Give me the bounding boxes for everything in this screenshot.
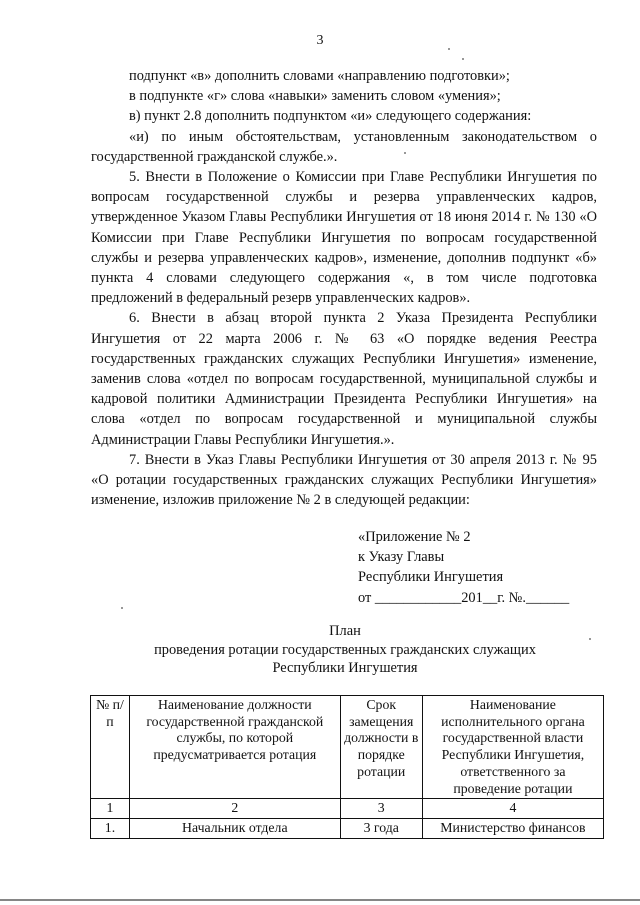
annex-line: Республики Ингушетия xyxy=(358,569,504,586)
scan-speck xyxy=(589,638,591,640)
scan-speck xyxy=(404,152,406,154)
scan-edge-line xyxy=(0,899,640,901)
paragraph: 6. Внести в абзац второй пункта 2 Указа Президента Республики Ингушетия от 22 марта 2006 г. № 63 «О порядке ведения Реестра государственных гражданских служащих Республики Ингушетия» изменение, заменив слова «отдел по вопросам государственной, муниципальной службы и кадровой политики Администрации Президента Республики Ингушетия» на слова «отдел по вопросам государственной и муниципальной службы Администрации Главы Республики Ингушетия.». xyxy=(91,310,597,448)
table-numbering-row xyxy=(91,799,604,819)
column-number: 3 xyxy=(340,799,422,819)
table-cell: Министерство финансов xyxy=(422,818,603,838)
table-cell: Начальник отдела xyxy=(129,818,340,838)
scan-speck xyxy=(121,607,123,609)
table-cell: 3 года xyxy=(340,818,422,838)
scan-speck xyxy=(462,58,464,60)
annex-header xyxy=(358,527,598,608)
table-header-row xyxy=(91,696,604,799)
paragraph: в) пункт 2.8 дополнить подпунктом «и» следующего содержания: xyxy=(129,108,532,125)
document-body xyxy=(91,66,597,510)
column-header: Срок замещения должности в порядке ротации xyxy=(340,696,422,799)
paragraph: подпункт «в» дополнить словами «направлению подготовки»; xyxy=(129,68,510,84)
column-number: 4 xyxy=(422,799,603,819)
table-cell: 1. xyxy=(91,818,130,838)
paragraph: 7. Внести в Указ Главы Республики Ингушетия от 30 апреля 2013 г. № 95 «О ротации государственных гражданских служащих Республики Ингушетия» изменение, изложив приложение № 2 в следующей редакции: xyxy=(91,451,597,509)
column-header: Наименование должности государственной гражданской службы, по которой предусматривается ротация xyxy=(129,696,340,799)
table-row xyxy=(91,818,604,838)
column-number: 2 xyxy=(129,799,340,819)
paragraph: «и) по иным обстоятельствам, установленным законодательством о государственной гражданской службе.». xyxy=(91,128,597,165)
plan-subtitle: Республики Ингушетия xyxy=(272,660,418,676)
column-number: 1 xyxy=(91,799,130,819)
column-header: № п/п xyxy=(91,696,130,799)
column-header: Наименование исполнительного органа государственной власти Республики Ингушетия, ответственного за проведение ротации xyxy=(422,696,603,799)
annex-line: «Приложение № 2 xyxy=(358,529,471,545)
annex-line: к Указу Главы xyxy=(358,549,445,566)
plan-heading xyxy=(110,622,580,678)
scan-speck xyxy=(448,48,450,50)
page-number: 3 xyxy=(316,33,324,48)
annex-line: от ____________201__г. №.______ xyxy=(358,589,570,606)
plan-title: План xyxy=(329,623,361,639)
paragraph: 5. Внести в Положение о Комиссии при Главе Республики Ингушетия по вопросам государственной службы и резерва управленческих кадров, утвержденное Указом Главы Республики Ингушетия от 18 июня 2014 г. № 130 «О Комиссии при Главе Республики Ингушетия по вопросам государственной службы и резерва управленческих кадров», изменение, дополнив подпункт «б» пункта 4 словами следующего содержания «, в том числе подготовка предложений в федеральный резерв управленческих кадров». xyxy=(91,169,597,307)
plan-subtitle: проведения ротации государственных гражданских служащих xyxy=(154,641,536,658)
rotation-table xyxy=(90,695,604,839)
paragraph: в подпункте «г» слова «навыки» заменить словом «умения»; xyxy=(129,88,501,105)
